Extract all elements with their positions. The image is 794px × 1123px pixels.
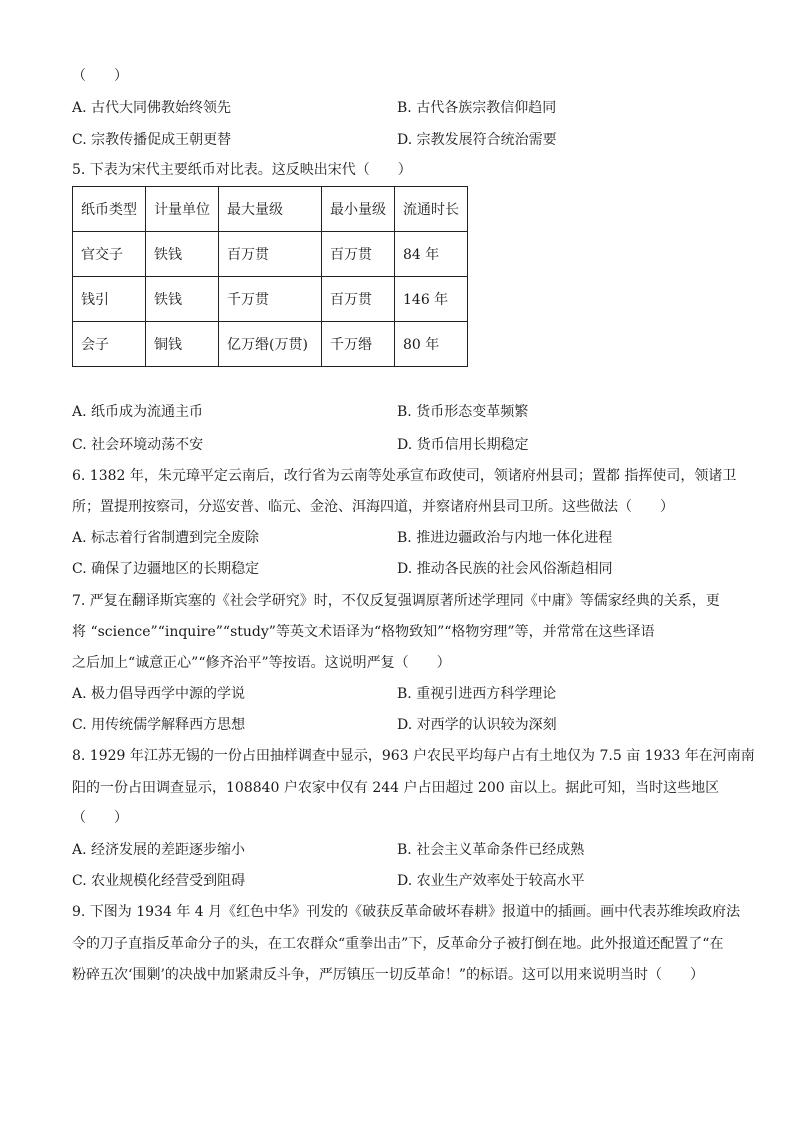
table-header-cell: 最小量级 (322, 187, 395, 232)
q8-stem-line-3: （ ） (72, 810, 128, 826)
q4-option-a: A. 古代大同佛教始终领先 (72, 100, 232, 116)
table-cell: 亿万缗(万贯) (219, 322, 322, 367)
q7-option-a: A. 极力倡导西学中源的学说 (72, 686, 246, 702)
table-cell: 铁钱 (146, 277, 219, 322)
table-cell: 84 年 (395, 232, 468, 277)
q5-option-c: C. 社会环境动荡不安 (72, 437, 204, 453)
q5-paper-money-table (72, 186, 468, 367)
table-row (73, 322, 468, 367)
q9-stem-line-1: 9. 下图为 1934 年 4 月《红色中华》刊发的《破获反革命破坏春耕》报道中的插画。画中代表苏维埃政府法 (72, 904, 741, 920)
table-header-row (73, 187, 468, 232)
q6-option-c: C. 确保了边疆地区的长期稳定 (72, 561, 260, 577)
q9-stem-line-3: 粉碎五次‘围剿’的决战中加紧肃反斗争，严厉镇压一切反革命！”的标语。这可以用来说明当时（ ） (72, 967, 705, 983)
q5-option-b: B. 货币形态变革频繁 (397, 404, 529, 420)
q5-stem: 5. 下表为宋代主要纸币对比表。这反映出宋代（ ） (72, 162, 412, 178)
table-header-cell: 最大量级 (219, 187, 322, 232)
q4-answer-blank: （ ） (72, 68, 128, 84)
table-cell: 百万贯 (322, 277, 395, 322)
table-cell: 百万贯 (322, 232, 395, 277)
q7-stem-line-1: 7. 严复在翻译斯宾塞的《社会学研究》时，不仅反复强调原著所述学理同《中庸》等儒家经典的关系，更 (72, 593, 720, 609)
q5-option-a: A. 纸币成为流通主币 (72, 404, 204, 420)
q8-option-b: B. 社会主义革命条件已经成熟 (397, 842, 585, 858)
q8-stem-line-2: 阳的一份占田调查显示，108840 户农家中仅有 244 户占田超过 200 亩以上。据此可知，当时这些地区 (72, 780, 720, 796)
table-cell: 铁钱 (146, 232, 219, 277)
table-cell: 80 年 (395, 322, 468, 367)
q5-option-d: D. 货币信用长期稳定 (397, 437, 529, 453)
q4-option-c: C. 宗教传播促成王朝更替 (72, 132, 232, 148)
q8-stem-line-1: 8. 1929 年江苏无锡的一份占田抽样调查中显示，963 户农民平均每户占有土地仅为 7.5 亩 1933 年在河南南 (72, 748, 755, 764)
q8-option-a: A. 经济发展的差距逐步缩小 (72, 842, 246, 858)
q6-option-b: B. 推进边疆政治与内地一体化进程 (397, 530, 613, 546)
q6-stem-line-1: 6. 1382 年，朱元璋平定云南后，改行省为云南等处承宣布政使司，领诸府州县司；置都 指挥使司，领诸卫 (72, 468, 737, 484)
q4-option-d: D. 宗教发展符合统治需要 (397, 132, 557, 148)
q6-option-a: A. 标志着行省制遭到完全废除 (72, 530, 260, 546)
table-cell: 钱引 (73, 277, 146, 322)
q6-stem-line-2: 所；置提刑按察司，分巡安普、临元、金沧、洱海四道，并察诸府州县司卫所。这些做法（ ） (72, 499, 674, 515)
q7-option-b: B. 重视引进西方科学理论 (397, 686, 557, 702)
q7-option-c: C. 用传统儒学解释西方思想 (72, 717, 246, 733)
q7-option-d: D. 对西学的认识较为深刻 (397, 717, 557, 733)
table-cell: 千万贯 (219, 277, 322, 322)
q9-stem-line-2: 令的刀子直指反革命分子的头，在工农群众“重拳出击”下，反革命分子被打倒在地。此外报道还配置了“在 (72, 936, 724, 952)
table-cell: 铜钱 (146, 322, 219, 367)
table-cell: 百万贯 (219, 232, 322, 277)
table-cell: 会子 (73, 322, 146, 367)
table-header-cell: 计量单位 (146, 187, 219, 232)
table-cell: 146 年 (395, 277, 468, 322)
table-row (73, 232, 468, 277)
table-header-cell: 纸币类型 (73, 187, 146, 232)
q8-option-d: D. 农业生产效率处于较高水平 (397, 873, 585, 889)
q4-option-b: B. 古代各族宗教信仰趋同 (397, 100, 557, 116)
table-cell: 千万缗 (322, 322, 395, 367)
table-row (73, 277, 468, 322)
q7-stem-line-3: 之后加上“诚意正心”“修齐治平”等按语。这说明严复（ ） (72, 655, 451, 671)
q6-option-d: D. 推动各民族的社会风俗渐趋相同 (397, 561, 613, 577)
table-header-cell: 流通时长 (395, 187, 468, 232)
table-cell: 官交子 (73, 232, 146, 277)
q7-stem-line-2: 将 “science”“inquire”“study”等英文术语译为“格物致知”“格物穷理”等，并常常在这些译语 (72, 624, 655, 640)
q8-option-c: C. 农业规模化经营受到阻碍 (72, 873, 246, 889)
